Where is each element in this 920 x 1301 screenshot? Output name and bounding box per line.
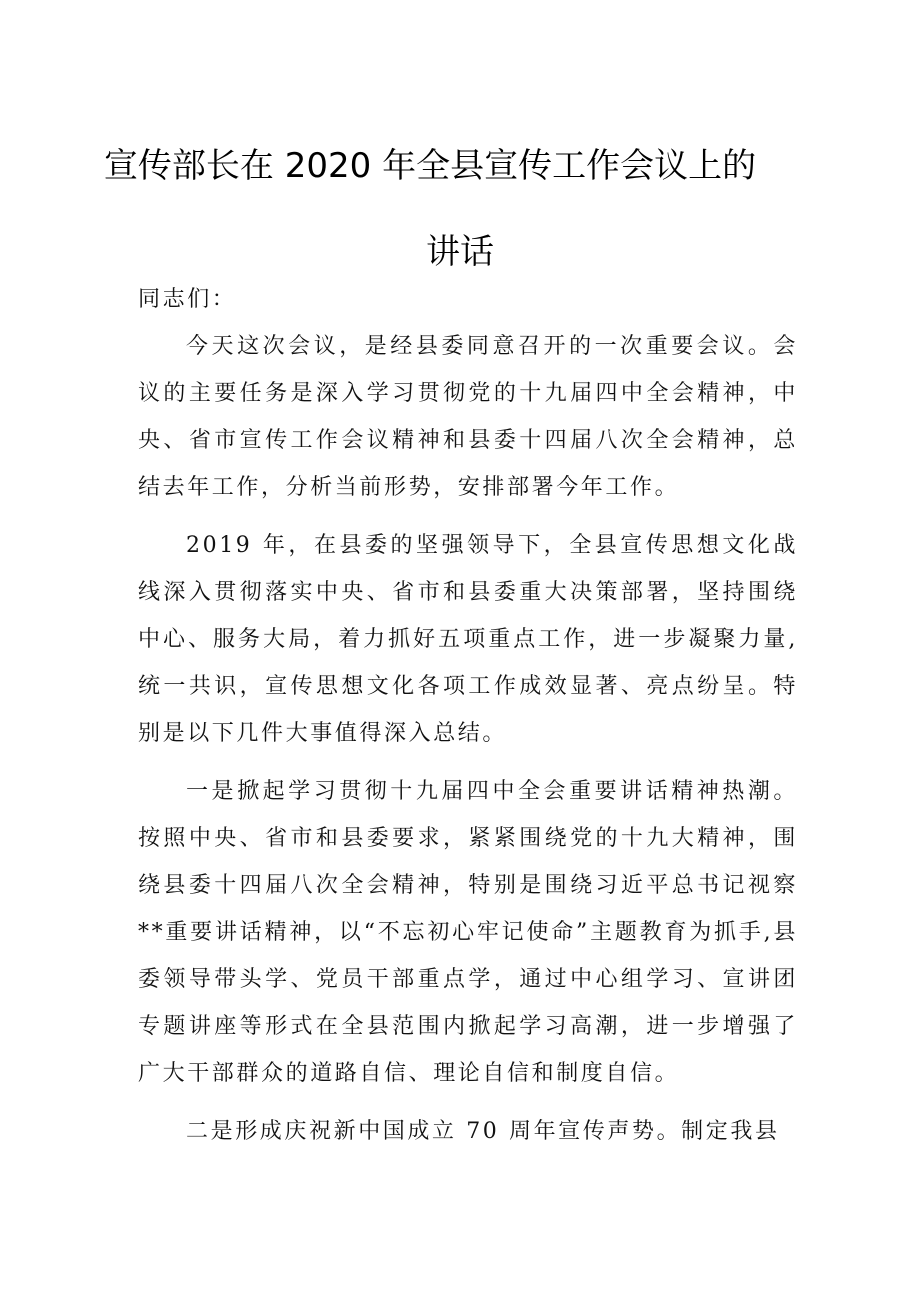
paragraph-gap: [138, 511, 798, 522]
document-title-line-2: 讲话: [426, 232, 494, 272]
paragraph-gap: [138, 757, 798, 768]
paragraph: 今天这次会议，是经县委同意召开的一次重要会议。会议的主要任务是深入学习贯彻党的十九届四中全会精神，中央、省市宣传工作会议精神和县委十四届八次全会精神，总结去年工作，分析当前形势，安排部署今年工作。: [138, 334, 798, 500]
salutation: 同志们：: [138, 287, 237, 312]
paragraph: 2019 年，在县委的坚强领导下，全县宣传思想文化战线深入贯彻落实中央、省市和县委重大决策部署，坚持围绕中心、服务大局，着力抓好五项重点工作，进一步凝聚力量,统一共识，宣传思想文化各项工作成效显著、亮点纷呈。特别是以下几件大事值得深入总结。: [138, 533, 798, 746]
paragraph-gap: [138, 1097, 798, 1108]
paragraph: 二是形成庆祝新中国成立 70 周年宣传声势。制定我县: [186, 1119, 780, 1144]
document-title-line-1: 宣传部长在 2020 年全县宣传工作会议上的: [103, 146, 757, 186]
document-body: [138, 276, 798, 1155]
paragraph: 一是掀起学习贯彻十九届四中全会重要讲话精神热潮。按照中央、省市和县委要求，紧紧围绕党的十九大精神，围绕县委十四届八次全会精神，特别是围绕习近平总书记视察**重要讲话精神，以“不忘初心牢记使命”主题教育为抓手,县委领导带头学、党员干部重点学，通过中心组学习、宣讲团专题讲座等形式在全县范围内掀起学习高潮，进一步增强了广大干部群众的道路自信、理论自信和制度自信。: [138, 779, 798, 1086]
